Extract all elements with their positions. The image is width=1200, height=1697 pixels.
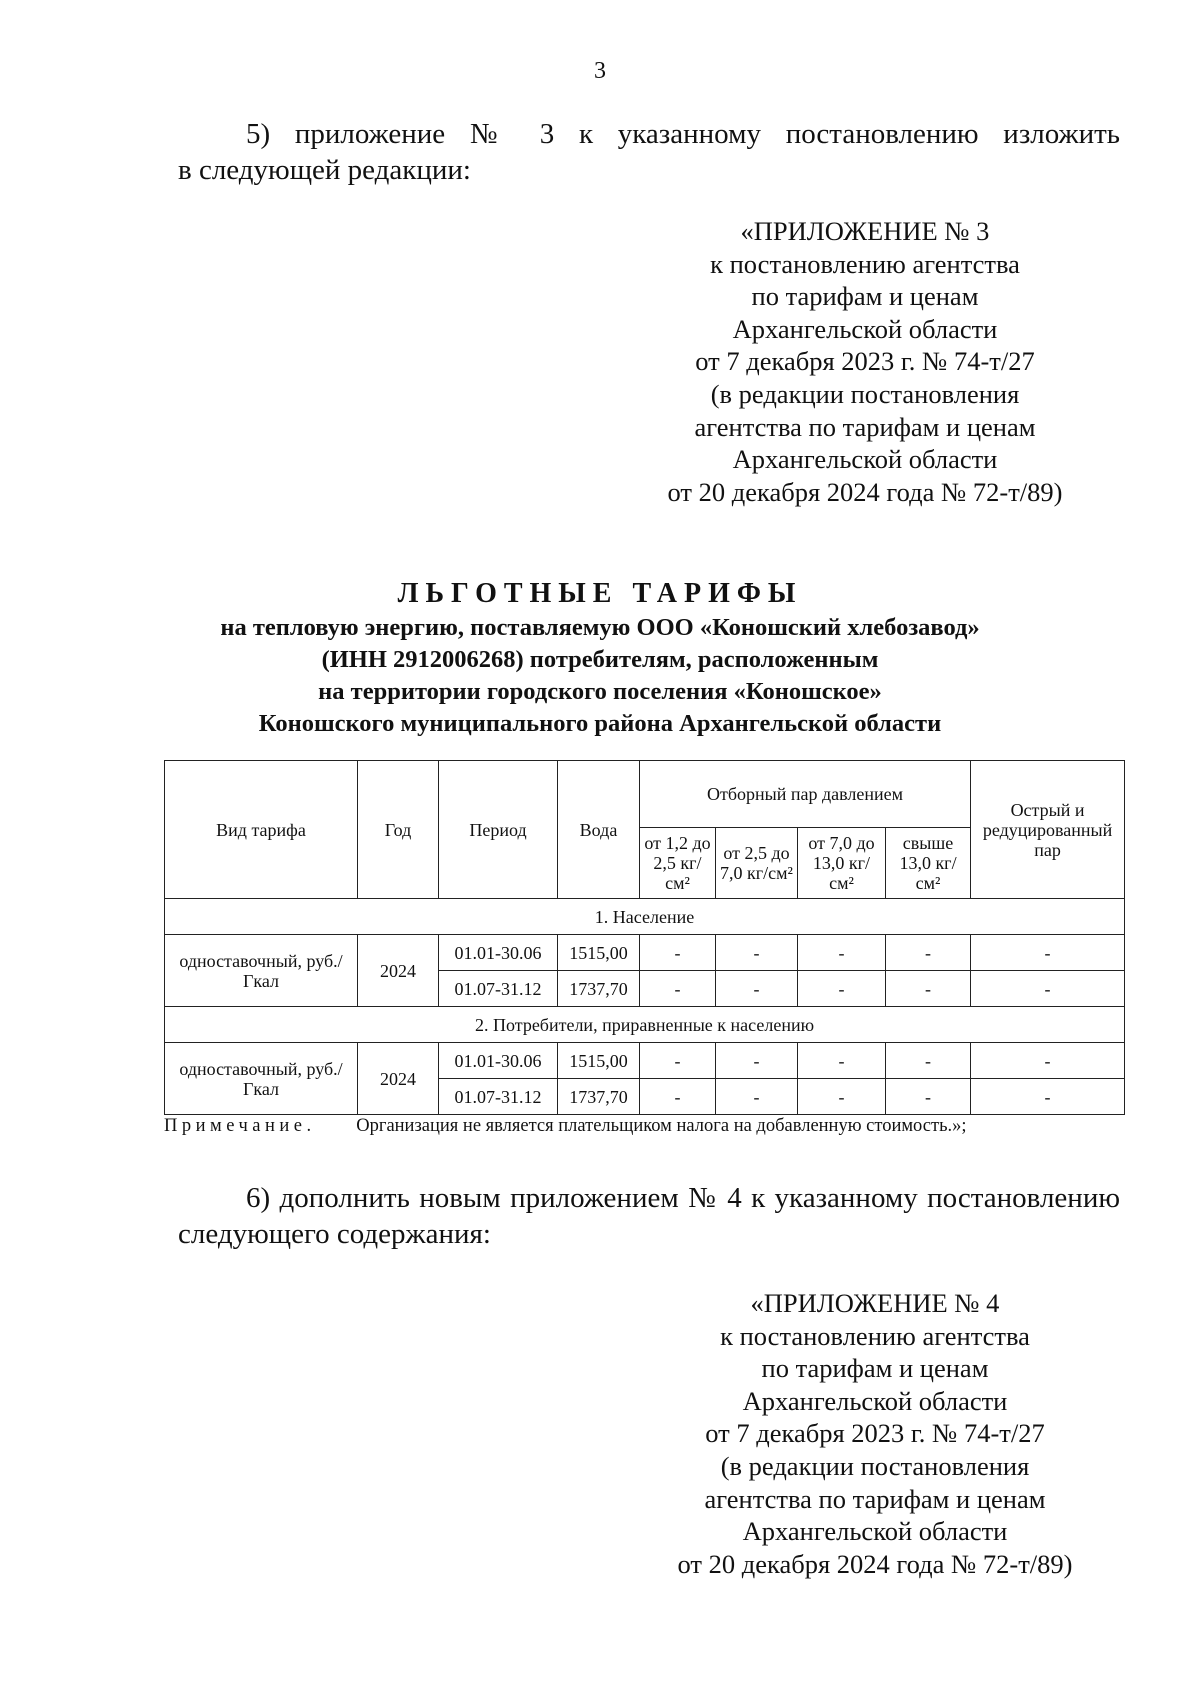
- appendix-4-line: Архангельской области: [742, 1516, 1008, 1547]
- appendix-4-line: (в редакции постановления: [720, 1450, 1030, 1481]
- col-header-steam-group: Отборный пар давлением: [640, 761, 971, 828]
- appendix-3-line: по тарифам и ценам: [751, 281, 979, 312]
- cell-p3: -: [798, 935, 886, 971]
- section-title: 1. Население: [165, 899, 1125, 935]
- cell-year: 2024: [358, 935, 439, 1007]
- cell-period: 01.07-31.12: [439, 971, 558, 1007]
- table-note: [164, 1116, 1124, 1137]
- table-row: [165, 935, 1125, 971]
- title-line: на тепловую энергию, поставляемую ООО «Коношский хлебозавод»: [220, 614, 980, 641]
- col-header-acute-steam: Острый и редуцированный пар: [971, 761, 1125, 899]
- title-line: Коношского муниципального района Архангельской области: [258, 710, 942, 737]
- cell-p2: -: [716, 1079, 798, 1115]
- page-number: 3: [594, 58, 606, 84]
- cell-p1: -: [640, 1079, 716, 1115]
- appendix-3-line: Архангельской области: [732, 313, 998, 344]
- cell-acute: -: [971, 971, 1125, 1007]
- cell-p3: -: [798, 1043, 886, 1079]
- cell-period: 01.07-31.12: [439, 1079, 558, 1115]
- table-header-row: [165, 761, 1125, 828]
- col-header-water: Вода: [558, 761, 640, 899]
- item-5-paragraph: [178, 116, 1120, 188]
- cell-tariff-type: одноставочный, руб./Гкал: [165, 1043, 358, 1115]
- col-header-pressure-3: от 7,0 до 13,0 кг/см²: [798, 828, 886, 899]
- item-6-line-1: 6) дополнить новым приложением № 4 к указанному постановлению: [246, 1182, 1120, 1214]
- cell-p2: -: [716, 935, 798, 971]
- tariff-title: [150, 576, 1050, 740]
- cell-p4: -: [886, 971, 971, 1007]
- appendix-3-line: (в редакции постановления: [710, 378, 1020, 409]
- col-header-pressure-4: свыше 13,0 кг/см²: [886, 828, 971, 899]
- item-5-line-2: в следующей редакции:: [178, 154, 471, 186]
- appendix-3-line: агентства по тарифам и ценам: [694, 411, 1036, 442]
- col-header-tariff-type: Вид тарифа: [165, 761, 358, 899]
- cell-p1: -: [640, 971, 716, 1007]
- appendix-4-line: Архангельской области: [742, 1385, 1008, 1416]
- appendix-3-header: [625, 215, 1105, 508]
- note-label: Примечание.: [164, 1116, 316, 1136]
- appendix-3-line: Архангельской области: [732, 444, 998, 475]
- cell-tariff-type: одноставочный, руб./Гкал: [165, 935, 358, 1007]
- appendix-4-line: от 7 декабря 2023 г. № 74-т/27: [705, 1418, 1045, 1449]
- appendix-3-line: от 7 декабря 2023 г. № 74-т/27: [695, 346, 1035, 377]
- item-5-line-1: 5) приложение № 3 к указанному постановлению изложить: [246, 118, 1120, 150]
- cell-p2: -: [716, 971, 798, 1007]
- cell-p1: -: [640, 1043, 716, 1079]
- col-header-pressure-2: от 2,5 до 7,0 кг/см²: [716, 828, 798, 899]
- note-text: Организация не является плательщиком налога на добавленную стоимость.»;: [356, 1116, 967, 1136]
- cell-p3: -: [798, 971, 886, 1007]
- section-row: [165, 1007, 1125, 1043]
- appendix-4-line: к постановлению агентства: [720, 1320, 1030, 1351]
- cell-p4: -: [886, 1079, 971, 1115]
- appendix-3-line: к постановлению агентства: [710, 248, 1020, 279]
- col-header-pressure-1: от 1,2 до 2,5 кг/см²: [640, 828, 716, 899]
- table-row: [165, 1043, 1125, 1079]
- col-header-period: Период: [439, 761, 558, 899]
- cell-water: 1737,70: [558, 971, 640, 1007]
- appendix-4-line: агентства по тарифам и ценам: [704, 1483, 1046, 1514]
- cell-p4: -: [886, 935, 971, 971]
- cell-p3: -: [798, 1079, 886, 1115]
- cell-acute: -: [971, 1043, 1125, 1079]
- section-row: [165, 899, 1125, 935]
- cell-water: 1515,00: [558, 1043, 640, 1079]
- appendix-4-line: «ПРИЛОЖЕНИЕ № 4: [750, 1288, 1000, 1318]
- cell-p1: -: [640, 935, 716, 971]
- cell-water: 1737,70: [558, 1079, 640, 1115]
- item-6-paragraph: [178, 1180, 1120, 1252]
- title-line: (ИНН 2912006268) потребителям, расположенным: [321, 646, 879, 673]
- appendix-4-header: [635, 1287, 1115, 1580]
- col-header-year: Год: [358, 761, 439, 899]
- cell-period: 01.01-30.06: [439, 1043, 558, 1079]
- cell-acute: -: [971, 935, 1125, 971]
- cell-acute: -: [971, 1079, 1125, 1115]
- cell-p2: -: [716, 1043, 798, 1079]
- tariff-table: [164, 760, 1125, 1115]
- section-title: 2. Потребители, приравненные к населению: [165, 1007, 1125, 1043]
- appendix-4-line: по тарифам и ценам: [761, 1353, 989, 1384]
- title-line: на территории городского поселения «Коношское»: [318, 678, 882, 705]
- appendix-3-line: от 20 декабря 2024 года № 72-т/89): [667, 476, 1063, 507]
- cell-year: 2024: [358, 1043, 439, 1115]
- cell-p4: -: [886, 1043, 971, 1079]
- cell-period: 01.01-30.06: [439, 935, 558, 971]
- appendix-3-line: «ПРИЛОЖЕНИЕ № 3: [740, 216, 990, 246]
- appendix-4-line: от 20 декабря 2024 года № 72-т/89): [677, 1548, 1073, 1579]
- cell-water: 1515,00: [558, 935, 640, 971]
- item-6-line-2: следующего содержания:: [178, 1218, 491, 1250]
- title-heading: ЛЬГОТНЫЕ ТАРИФЫ: [397, 578, 803, 609]
